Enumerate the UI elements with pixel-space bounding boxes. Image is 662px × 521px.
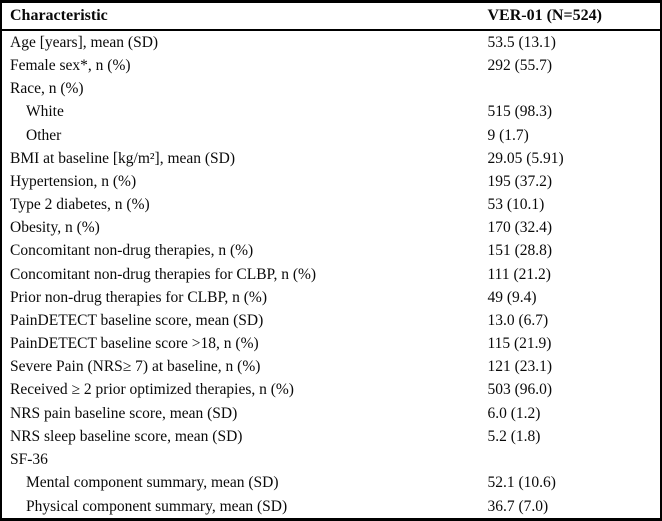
characteristic-cell: Female sex*, n (%) (10, 57, 131, 75)
table-row (1, 402, 661, 425)
value-cell: 151 (28.8) (487, 242, 553, 260)
table-row (1, 147, 661, 170)
table-row (1, 332, 661, 355)
characteristic-cell: NRS pain baseline score, mean (SD) (10, 404, 238, 422)
value-cell: 5.2 (1.8) (487, 427, 541, 445)
characteristic-cell: Race, n (%) (10, 80, 84, 98)
value-cell: 53.5 (13.1) (487, 33, 556, 51)
characteristic-cell: PainDETECT baseline score >18, n (%) (10, 335, 259, 353)
value-cell: 292 (55.7) (487, 57, 553, 75)
table-row (1, 124, 661, 147)
value-cell: 195 (37.2) (487, 172, 553, 190)
table-row (1, 471, 661, 494)
value-cell: 49 (9.4) (487, 288, 537, 306)
value-cell: 503 (96.0) (487, 381, 553, 399)
table-row (1, 379, 661, 402)
value-cell (487, 448, 661, 471)
table-row (1, 216, 661, 239)
characteristic-cell: Severe Pain (NRS≥ 7) at baseline, n (%) (10, 358, 261, 376)
characteristic-cell: White (26, 103, 64, 121)
value-cell: 52.1 (10.6) (487, 474, 556, 492)
characteristic-cell: Physical component summary, mean (SD) (26, 497, 288, 515)
table-row (1, 425, 661, 448)
value-cell: 170 (32.4) (487, 219, 553, 237)
table-row (1, 286, 661, 309)
characteristic-cell: Concomitant non-drug therapies, n (%) (10, 242, 254, 260)
table-row (1, 355, 661, 378)
characteristic-cell: Received ≥ 2 prior optimized therapies, n (%) (10, 381, 294, 399)
table-row (1, 101, 661, 124)
characteristic-cell: Age [years], mean (SD) (10, 33, 159, 51)
value-cell (487, 77, 661, 100)
table-row (1, 193, 661, 216)
value-cell: 6.0 (1.2) (487, 404, 541, 422)
table-row (1, 448, 661, 471)
characteristic-cell: BMI at baseline [kg/m²], mean (SD) (10, 149, 236, 167)
value-cell: 9 (1.7) (487, 126, 529, 144)
value-cell: 115 (21.9) (487, 335, 552, 353)
characteristic-cell: Hypertension, n (%) (10, 172, 137, 190)
characteristic-cell: PainDETECT baseline score, mean (SD) (10, 311, 264, 329)
table-body (1, 30, 661, 520)
characteristic-cell: Type 2 diabetes, n (%) (10, 196, 150, 214)
table-row (1, 77, 661, 100)
value-cell: 515 (98.3) (487, 103, 553, 121)
characteristic-cell: Obesity, n (%) (10, 219, 100, 237)
table-row (1, 54, 661, 77)
table-header-row (1, 2, 661, 31)
group-column-header: VER-01 (N=524) (487, 2, 661, 31)
value-cell: 121 (23.1) (487, 358, 553, 376)
table-row (1, 309, 661, 332)
characteristic-column-header: Characteristic (1, 2, 487, 31)
characteristic-cell: Mental component summary, mean (SD) (26, 474, 279, 492)
value-cell: 36.7 (7.0) (487, 497, 549, 515)
table-header (1, 2, 661, 31)
characteristic-cell: Concomitant non-drug therapies for CLBP, n (%) (10, 265, 317, 283)
table-row (1, 170, 661, 193)
value-cell: 111 (21.2) (487, 265, 551, 283)
characteristic-cell: SF-36 (10, 450, 48, 468)
table-row (1, 263, 661, 286)
characteristic-cell: NRS sleep baseline score, mean (SD) (10, 427, 243, 445)
value-cell: 53 (10.1) (487, 196, 545, 214)
table-row (1, 240, 661, 263)
value-cell: 29.05 (5.91) (487, 149, 564, 167)
characteristic-cell: Other (26, 126, 62, 144)
value-cell: 13.0 (6.7) (487, 311, 549, 329)
table-row (1, 495, 661, 520)
characteristic-cell: Prior non-drug therapies for CLBP, n (%) (10, 288, 267, 306)
table-row (1, 30, 661, 54)
